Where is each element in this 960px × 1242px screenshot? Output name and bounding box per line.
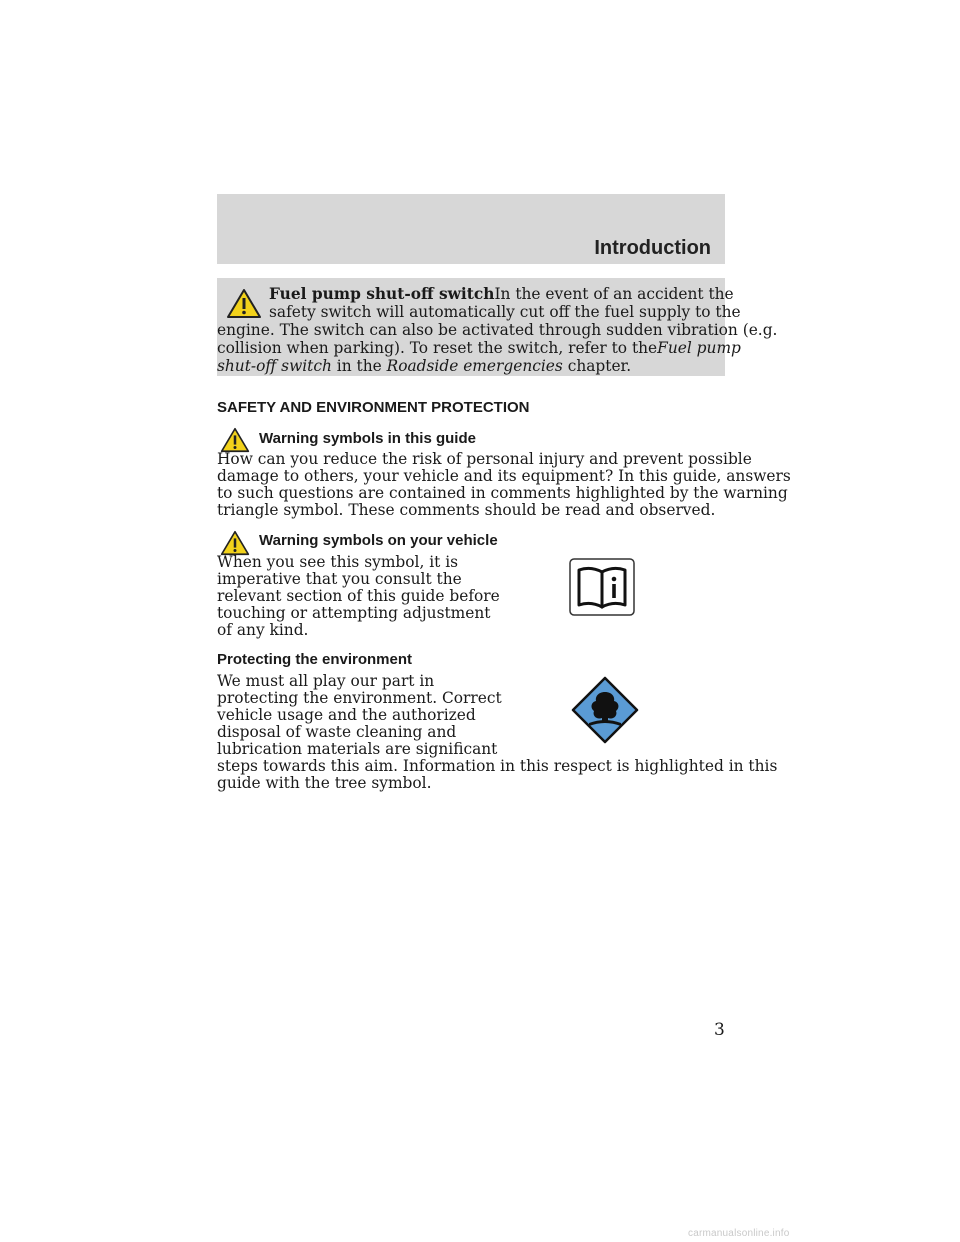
tree-environment-icon [571,676,639,744]
warning-guide-heading: Warning symbols in this guide [259,430,476,447]
environment-line: steps towards this aim. Information in this respect is highlighted in this [217,757,778,775]
warning-vehicle-line: relevant section of this guide before [217,587,500,605]
fuel-pump-chapter: chapter. [567,357,632,375]
warning-vehicle-text [217,554,500,639]
fuel-pump-line3: engine. The switch can also be activated through sudden vibration (e.g. [217,321,778,339]
warning-guide-text [217,451,791,519]
warning-guide-line: How can you reduce the risk of personal injury and prevent possible [217,450,752,468]
warning-guide-line: triangle symbol. These comments should be read and observed. [217,501,716,519]
environment-text [217,673,777,792]
warning-vehicle-line: imperative that you consult the [217,570,462,588]
page-title: Introduction [594,237,711,259]
environment-heading: Protecting the environment [217,651,413,668]
warning-vehicle-line: touching or attempting adjustment [217,604,491,622]
fuel-pump-ref1a: Fuel pump [657,339,741,357]
section-title: SAFETY AND ENVIRONMENT PROTECTION [217,399,530,416]
header-bar [217,194,725,264]
owner-manual-book-icon [569,558,635,616]
warning-guide-line: to such questions are contained in comments highlighted by the warning [217,484,788,502]
fuel-pump-line1: In the event of an accident the [494,285,734,303]
environment-line: We must all play our part in [217,672,435,690]
fuel-pump-line2: safety switch will automatically cut off the fuel supply to the [269,303,741,321]
fuel-pump-warning-box [217,278,778,376]
fuel-pump-ref2: Roadside emergencies [386,357,563,375]
warning-guide-line: damage to others, your vehicle and its equipment? In this guide, answers [217,467,791,485]
fuel-pump-ref1b: shut-off switch [217,357,332,375]
footer-watermark: carmanualsonline.info [688,1228,790,1239]
page-number: 3 [714,1020,725,1040]
warning-vehicle-heading: Warning symbols on your vehicle [259,532,498,549]
fuel-pump-heading: Fuel pump shut-off switch [269,285,495,303]
environment-line: protecting the environment. Correct [217,689,502,707]
fuel-pump-in-the: in the [336,357,382,375]
warning-vehicle-line: of any kind. [217,621,309,639]
environment-line: guide with the tree symbol. [217,774,432,792]
environment-line: disposal of waste cleaning and [217,723,457,741]
environment-line: lubrication materials are significant [217,740,498,758]
fuel-pump-warning-text [217,285,778,375]
fuel-pump-line4: collision when parking). To reset the switch, refer to the [217,339,658,357]
warning-vehicle-line: When you see this symbol, it is [217,553,459,571]
environment-line: vehicle usage and the authorized [217,706,476,724]
